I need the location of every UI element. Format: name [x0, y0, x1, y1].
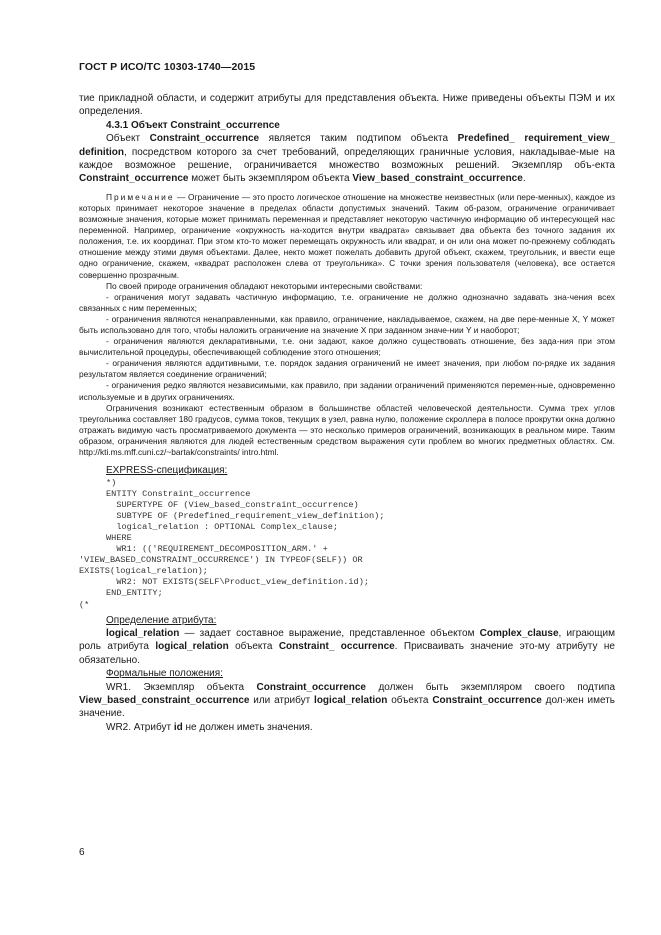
text-run: или атрибут: [249, 695, 315, 707]
closing-paragraph: Ограничения возникают естественным образом в большинстве областей человеческой деятельности. Сумма трех углов треугольника составляет 180 градусов, сумма токов, текущих в узел, равна нулю, положение скроллера в полосе прокрутки окна должно отражать видимую часть просматриваемого документа — это несколько примеров ограничений, возникающих в реальном мире. Таким образом, ограничения являются для людей естественным средством выражения сути проблем во многих предметных областях. См. http://kti.ms.mff.cuni.cz/~bartak/constraints/ intro.html.: [79, 402, 615, 457]
rule-wr2: [79, 721, 615, 734]
express-code: *) ENTITY Constraint_occurrence SUPERTYPE OF (View_based_constraint_occurrence) SUBTYPE OF (Predefined_requirement_view_definition); logical_relation : OPTIONAL Complex_clause; WHERE WR1: (('REQUIREMENT_DECOMPOSITION_ARM.' +: [106, 477, 385, 555]
entity-name: Constraint_ occurrence: [278, 641, 395, 653]
rule-wr1: [79, 681, 615, 721]
entity-name: Predefined_ requirement_view_ definition: [79, 133, 615, 158]
property-item: - ограничения могут задавать частичную информацию, т.е. ограничение не должно однозначно задавать зна-чения всех связанных с ним переменных;: [79, 291, 615, 313]
attribute-name: id: [173, 721, 183, 733]
property-item: - ограничения редко являются независимыми, как правило, при задании ограничений применяются перемен-ные, одновременно используемые и в других ограничениях.: [79, 380, 615, 402]
text-run: . Присваивать значение это-му атрибуту не обязательно.: [79, 641, 615, 666]
formal-label-text: Формальные положения:: [106, 668, 223, 680]
entity-name: Constraint_occurrence: [256, 681, 366, 693]
property-item: - ограничения являются аддитивными, т.е. порядок задания ограничений не имеет значения, при любом по-рядке их задания результатом является соединение ограничений;: [79, 358, 615, 380]
text-run: не должен иметь значения.: [182, 721, 313, 733]
entity-name: Complex_clause: [479, 628, 559, 640]
section-heading: [79, 119, 615, 132]
page-header: ГОСТ Р ИСО/ТС 10303-1740—2015: [79, 61, 256, 73]
text-run: является таким подтипом объекта: [259, 133, 458, 145]
text-run: , посредством которого за счет требований, определяющих граничные условия, накладывае-мые на каждое возможное решение, ограничивается множество возможных решений. Экземпляр объ-екта: [79, 146, 615, 172]
attribute-label-text: Определение атрибута:: [106, 614, 217, 626]
properties-intro: По своей природе ограничения обладают некоторыми интересными свойствами:: [106, 280, 423, 291]
property-item: - ограничения являются декларативными, т.е. они задают, какое должно существовать отношение, без зада-ния при этом вычислительной процедуры, обеспечивающей соблюдение этого отношения;: [79, 336, 615, 358]
note-dash: —: [174, 191, 188, 202]
page-number: 6: [79, 847, 85, 858]
body-text: [79, 92, 615, 734]
entity-name: Constraint_occurrence: [149, 133, 260, 145]
text-run: дол-жен иметь значение.: [79, 695, 616, 720]
note-paragraph: [79, 192, 615, 281]
text-run: WR1. Экземпляр объекта: [106, 681, 257, 693]
entity-name: Constraint_occurrence: [79, 173, 189, 185]
definition-paragraph: [79, 132, 615, 186]
attribute-name: logical_relation: [106, 628, 180, 640]
section-number: 4.3.1: [106, 119, 129, 131]
note-text: Ограничение — это просто логическое отношение на множестве неизвестных (или пере-менных), каждое из которых принимает некоторое значение в пределах области допустимых значений. Таким об-разом, ограничение ограничивает возможные значения, которые может принимать переменная и представляет некоторую частичную информацию об интересующей нас переменной. Например, ограничение «окружность на-ходится внутри квадрата» связывает два объекта без точного задания их положения, т.е. их координат. При этом кто-то может перемещать окружность или квадрат, и он или она может по-прежнему соблюдать отношение между этими двумя объектами. Далее, некто может пожелать добавить другой объект, скажем, треугольник, и ввести еще одно ограничение, скажем, «квадрат расположен слева от треугольника». С точки зрения пользователя (человека), все остается совершенно прозрачным.: [79, 191, 615, 280]
express-label: [79, 464, 615, 477]
express-code-end: (*: [79, 599, 90, 610]
attribute-name: logical_relation: [155, 641, 229, 653]
formal-propositions-label: [79, 667, 615, 680]
express-code-tail: WR2: NOT EXISTS(SELF\Product_view_definition.id); END_ENTITY;: [106, 577, 370, 599]
text-run: может быть экземпляром объекта: [188, 173, 353, 185]
entity-name: View_based_constraint_occurrence: [79, 695, 250, 707]
section-title: Объект Constraint_occurrence: [131, 119, 280, 131]
text-run: — задает составное выражение, представленное объектом: [179, 628, 480, 640]
text-run: WR2. Атрибут: [106, 721, 174, 733]
property-item: - ограничения являются ненаправленными, как правило, ограничение, накладываемое, скажем, на две пере-менные X, Y может быть использовано для того, чтобы наложить ограничение на значение X при заданном значе-нии Y и наоборот;: [79, 313, 615, 335]
text-run: объекта: [387, 695, 433, 707]
text-run: .: [522, 173, 526, 185]
express-label-text: EXPRESS-спецификация:: [106, 465, 228, 477]
entity-name: View_based_constraint_occurrence: [352, 173, 523, 185]
text-run: , играющим роль атрибута: [79, 628, 615, 653]
express-code-continued: 'VIEW_BASED_CONSTRAINT_OCCURRENCE') IN TYPEOF(SELF)) OR EXISTS(logical_relation);: [79, 555, 363, 577]
attribute-name: logical_relation: [314, 695, 388, 707]
text-run: Объект: [106, 133, 150, 145]
attribute-definition: [79, 627, 615, 667]
entity-name: Constraint_occurrence: [432, 695, 542, 707]
text-run: должен быть экземпляром своего подтипа: [365, 681, 616, 693]
intro-paragraph: тие прикладной области, и содержит атрибуты для представления объекта. Ниже приведены объекты ПЭМ и их определения.: [79, 93, 615, 118]
note-label: Примечание: [106, 191, 175, 202]
text-run: объекта: [228, 641, 279, 653]
attribute-definition-label: [79, 614, 615, 627]
